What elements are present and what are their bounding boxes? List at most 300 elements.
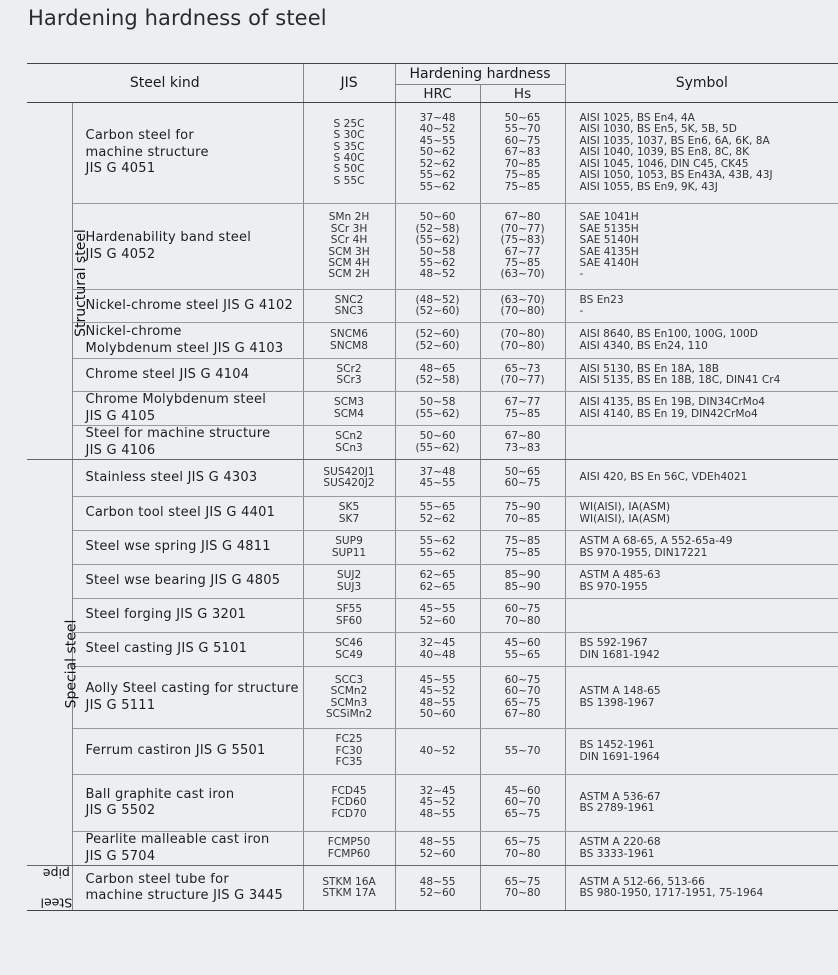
symbol-cell [565,204,838,290]
steel-kind-cell-line: JIS G 4051 [85,161,156,177]
symbol-cell-line: WI(AISI), IA(ASM) [579,512,671,525]
jis-cell [303,599,395,633]
category-steel-pipe [27,866,72,911]
hs-cell-line: 55~70 [504,744,541,757]
hrc-cell-line: 52~60 [419,887,456,899]
header-steel-kind: Steel kind [27,64,303,103]
steel-kind-cell [72,599,303,633]
table-row [27,599,838,633]
steel-kind-cell [72,290,303,323]
hs-cell [480,531,565,565]
hrc-cell-line: 48~55 [419,696,456,709]
hrc-cell-line: 50~58 [419,245,456,258]
table-row [27,729,838,775]
hs-cell-line: 70~80 [504,847,541,860]
table-row [27,497,838,531]
symbol-cell-line: BS 2789-1961 [579,802,655,814]
hs-cell-line: 65~75 [504,836,541,849]
hardness-table [27,63,838,911]
hs-cell-line: (63~70) [500,268,545,281]
steel-kind-cell-line: Steel wse spring JIS G 4811 [85,539,271,555]
symbol-cell [565,392,838,426]
hrc-cell-line: 40~52 [419,123,456,136]
table-row [27,359,838,392]
symbol-cell-line: BS 3333-1961 [579,847,655,860]
hrc-cell [395,204,480,290]
table-row [27,667,838,729]
table-row [27,426,838,460]
hrc-cell [395,866,480,911]
steel-kind-cell-line: machine structure JIS G 3445 [85,888,283,903]
hs-cell-line: 60~75 [504,603,541,616]
hrc-cell-line: (52~58) [415,222,460,235]
hs-cell-line: 67~80 [504,430,541,443]
jis-cell-line: SCM3 [334,396,365,409]
symbol-cell [565,460,838,497]
jis-cell-line: S 35C [333,140,365,153]
category-special-steel [27,460,80,866]
jis-cell [303,204,395,290]
table-row [27,460,838,497]
symbol-cell [565,497,838,531]
hrc-cell-line: 37~48 [419,465,456,478]
hrc-cell-line: 55~62 [419,180,456,193]
hrc-cell-line: 45~52 [419,796,456,809]
hs-cell [480,565,565,599]
steel-kind-cell-line: Nickel-chrome steel JIS G 4102 [85,297,293,313]
hs-cell-line: 67~77 [504,396,541,409]
jis-cell-line: SNCM8 [330,339,368,352]
jis-cell [303,359,395,392]
hrc-cell-line: 40~48 [419,648,456,661]
symbol-cell [565,775,838,832]
jis-cell-line: SUP11 [331,546,367,559]
hrc-cell [395,392,480,426]
hs-cell [480,460,565,497]
header-hrc: HRC [395,85,480,103]
hrc-cell-line: 50~60 [419,211,456,224]
hrc-cell-line: 50~60 [419,430,456,443]
table-row [27,866,838,911]
jis-cell-line: SCMn2 [330,685,368,698]
steel-kind-cell-line: Aolly Steel casting for structure [85,681,299,697]
steel-kind-cell [72,565,303,599]
hs-cell-line: 70~85 [504,157,541,170]
jis-cell-line: S 30C [333,129,365,142]
symbol-cell-line: ASTM A 220-68 [579,836,661,849]
hs-cell-line: 67~77 [504,245,541,258]
hs-cell-line: 65~73 [504,362,541,375]
jis-cell [303,426,395,460]
hs-cell-line: (63~70) [500,293,545,306]
jis-cell-line: SNC3 [334,305,364,317]
hs-cell-line: 70~80 [504,887,541,899]
hs-cell [480,832,565,866]
symbol-cell-line: BS 970-1955 [579,580,648,593]
hs-cell [480,497,565,531]
steel-kind-cell-line: Steel wse bearing JIS G 4805 [85,573,281,589]
jis-cell-line: SCr2 [336,362,362,375]
hs-cell [480,866,565,911]
hs-cell-line: 45~60 [504,637,541,650]
hrc-cell-line: 37~48 [419,112,456,125]
hs-cell [480,775,565,832]
jis-cell [303,392,395,426]
hrc-cell-line: 45~55 [419,477,456,489]
hs-cell-line: 65~75 [504,696,541,709]
hrc-cell-line: 52~60 [419,614,456,627]
jis-cell-line: SC46 [335,637,363,650]
steel-kind-cell [72,426,303,460]
jis-cell-line: FCMP50 [327,836,371,849]
steel-kind-cell-line: Molybdenum steel JIS G 4103 [85,340,284,356]
jis-cell-line: SUS420J2 [323,477,375,489]
hs-cell-line: (70~77) [500,374,545,386]
hrc-cell-line: 55~65 [419,501,456,514]
symbol-cell-line: AISI 1040, 1039, BS En8, 8C, 8K [579,146,750,159]
category-steel-pipe-label [40,860,73,919]
symbol-cell-line: AISI 1045, 1046, DIN C45, CK45 [579,157,749,170]
symbol-cell [565,667,838,729]
hs-cell-line: 55~65 [504,648,541,661]
table-row [27,775,838,832]
category-structural-steel [27,103,89,460]
symbol-cell [565,633,838,667]
hs-cell-line: 67~80 [504,211,541,224]
steel-kind-cell-line: Steel for machine structure [85,426,271,442]
hs-cell [480,290,565,323]
steel-kind-cell-line: Carbon steel tube for [85,871,229,887]
hs-cell-line: 60~75 [504,673,541,686]
jis-cell-line: SCr 4H [330,234,368,247]
hrc-cell-line: 45~55 [419,673,456,686]
symbol-cell [565,290,838,323]
steel-kind-cell-line: JIS G 5704 [85,848,156,864]
hrc-cell-line: 52~62 [419,157,456,170]
steel-kind-cell [72,359,303,392]
jis-cell-line: SUP9 [335,535,363,548]
hs-cell-line: 85~90 [504,569,541,582]
hrc-cell-line: (52~58) [415,374,460,386]
steel-kind-cell-line: JIS G 4106 [85,442,156,458]
hs-cell [480,599,565,633]
hrc-cell [395,633,480,667]
symbol-cell-line: BS 970-1955, DIN17221 [579,546,708,559]
hrc-cell-line: 48~52 [419,268,456,281]
jis-cell [303,775,395,832]
hs-cell [480,323,565,359]
steel-kind-cell [72,832,303,866]
symbol-cell-line: ASTM A 148-65 [579,685,661,698]
symbol-cell-line: BS 1452-1961 [579,739,655,752]
table-row [27,290,838,323]
jis-cell [303,497,395,531]
hrc-cell-line: 55~62 [419,546,456,559]
steel-kind-cell-line: JIS G 5502 [85,803,156,818]
hs-cell [480,729,565,775]
symbol-cell-line: SAE 4140H [579,256,639,269]
hs-cell-line: 75~85 [504,546,541,559]
symbol-cell-line: SAE 1041H [579,211,639,224]
symbol-cell [565,599,838,633]
hs-cell [480,359,565,392]
steel-kind-cell [72,204,303,290]
jis-cell-line: FCD45 [331,784,367,797]
hrc-cell [395,832,480,866]
hrc-cell-line: 48~55 [419,875,456,888]
jis-cell [303,667,395,729]
hs-cell-line: 70~80 [504,614,541,627]
jis-cell-line: SCC3 [334,673,364,686]
symbol-cell-line: AISI 1035, 1037, BS En6, 6A, 6K, 8A [579,134,770,147]
hs-cell [480,667,565,729]
steel-kind-cell-line: Carbon steel for [85,128,194,144]
hs-cell [480,392,565,426]
hrc-cell-line: (52~60) [415,339,460,352]
hrc-cell-line: 55~62 [419,535,456,548]
jis-cell-line: FC25 [335,733,363,746]
steel-kind-cell-line: Pearlite malleable cast iron [85,832,270,848]
symbol-cell [565,426,838,460]
hs-cell-line: 65~75 [504,807,541,820]
symbol-cell-line: SAE 4135H [579,245,639,258]
steel-kind-cell-line: JIS G 4052 [85,246,156,262]
jis-cell-line: S 50C [333,163,365,176]
symbol-cell-line: ASTM A 536-67 [579,790,661,803]
jis-cell-line: SCM 3H [328,245,370,258]
hs-cell-line: (70~80) [500,339,545,352]
symbol-cell-line: ASTM A 512-66, 513-66 [579,875,705,888]
steel-kind-cell [72,460,303,497]
hs-cell-line: 73~83 [504,441,541,454]
steel-kind-cell [72,775,303,832]
hs-cell [480,426,565,460]
jis-cell-line: SCn3 [335,441,363,454]
jis-cell-line: S 40C [333,152,365,164]
jis-cell-line: SCn2 [335,430,363,443]
hrc-cell-line: 52~60 [419,847,456,860]
jis-cell [303,866,395,911]
jis-cell [303,531,395,565]
hs-cell-line: 45~60 [504,784,541,797]
hs-cell-line: (75~83) [500,234,545,247]
hrc-cell-line: 45~52 [419,685,456,698]
jis-cell [303,729,395,775]
header-jis: JIS [303,64,395,103]
hs-cell-line: 75~85 [504,180,541,193]
hrc-cell [395,323,480,359]
symbol-cell [565,531,838,565]
jis-cell [303,565,395,599]
hs-cell-line: 60~70 [504,685,541,698]
symbol-cell-line: AISI 1025, BS En4, 4A [579,112,695,125]
jis-cell-line: SUJ2 [336,569,362,582]
symbol-cell-line: DIN 1681-1942 [579,648,660,661]
hs-cell-line: 75~85 [504,169,541,182]
symbol-cell-line: - [579,268,584,281]
jis-cell-line: FCD60 [331,796,367,809]
hrc-cell-line: 62~65 [419,580,456,593]
symbol-cell [565,103,838,204]
symbol-cell-line: AISI 5130, BS En 18A, 18B [579,362,719,375]
steel-kind-cell [72,323,303,359]
symbol-cell-line: ASTM A 68-65, A 552-65a-49 [579,535,733,548]
hrc-cell-line: 48~55 [419,836,456,849]
table-row [27,103,838,204]
steel-kind-cell [72,392,303,426]
table-row [27,204,838,290]
hs-cell-line: 60~75 [504,134,541,147]
hs-cell-line: 85~90 [504,580,541,593]
table-row [27,323,838,359]
hrc-cell-line: 32~45 [419,784,456,797]
hrc-cell [395,103,480,204]
category-special-steel-label: Special steel [63,619,80,709]
hrc-cell-line: 48~55 [419,807,456,820]
symbol-cell-line: WI(AISI), IA(ASM) [579,501,671,514]
jis-cell-line: SCSiMn2 [325,707,373,720]
symbol-cell [565,565,838,599]
table-row [27,633,838,667]
symbol-cell-line: AISI 8640, BS En100, 100G, 100D [579,328,758,341]
jis-cell [303,103,395,204]
table-row [27,531,838,565]
hrc-cell [395,775,480,832]
symbol-cell-line: SAE 5140H [579,234,639,247]
jis-cell-line: SCM 2H [328,268,370,281]
hrc-cell-line: 45~55 [419,134,456,147]
hrc-cell-line: 52~62 [419,512,456,525]
steel-kind-cell-line: Stainless steel JIS G 4303 [85,469,258,485]
jis-cell-line: FCMP60 [327,847,371,860]
header-hs: Hs [480,85,565,103]
symbol-cell [565,866,838,911]
hs-cell [480,633,565,667]
steel-kind-cell-line: Nickel-chrome [85,324,182,340]
steel-kind-cell [72,729,303,775]
category-steel-pipe-line2: pipe [42,865,70,881]
hs-cell-line: (70~80) [500,328,545,341]
symbol-cell-line: BS En23 [579,293,624,306]
jis-cell-line: SC49 [335,648,363,661]
steel-kind-cell-line: Steel forging JIS G 3201 [85,607,247,623]
jis-cell-line: SCr3 [336,374,362,386]
hrc-cell-line: 40~52 [419,744,456,757]
jis-cell-line: SF60 [335,614,363,627]
steel-kind-cell [72,633,303,667]
hs-cell-line: 75~85 [504,256,541,269]
hrc-cell [395,729,480,775]
symbol-cell-line: BS 592-1967 [579,637,648,650]
jis-cell-line: SUS420J1 [323,465,375,478]
jis-cell-line: SCMn3 [330,696,368,709]
symbol-cell-line: AISI 4140, BS En 19, DIN42CrMo4 [579,407,758,420]
steel-kind-cell-line: JIS G 5111 [85,697,156,713]
hrc-cell [395,426,480,460]
hrc-cell-line: 45~55 [419,603,456,616]
jis-cell-line: SNC2 [334,293,364,306]
jis-cell-line: SNCM6 [330,328,368,341]
table-row [27,392,838,426]
steel-kind-cell [72,531,303,565]
hrc-cell-line: 50~60 [419,707,456,720]
steel-kind-cell [72,667,303,729]
jis-cell-line: FCD70 [331,807,367,820]
steel-kind-cell-line: Carbon tool steel JIS G 4401 [85,505,276,521]
symbol-cell-line: AISI 4340, BS En24, 110 [579,339,708,352]
hrc-cell-line: (52~60) [415,328,460,341]
jis-cell [303,290,395,323]
hrc-cell-line: 55~62 [419,169,456,182]
jis-cell-line: SCM 4H [328,256,370,269]
table-row [27,565,838,599]
steel-kind-cell-line: Chrome steel JIS G 4104 [85,366,250,382]
steel-kind-cell-line: JIS G 4105 [85,408,156,424]
hs-cell-line: 60~70 [504,796,541,809]
steel-kind-cell [72,103,303,204]
steel-kind-cell-line: Hardenability band steel [85,230,252,246]
hrc-cell [395,359,480,392]
symbol-cell-line: SAE 5135H [579,222,639,235]
hrc-cell [395,599,480,633]
hs-cell-line: 70~85 [504,512,541,525]
jis-cell-line: SMn 2H [328,211,370,224]
steel-kind-cell [72,866,303,911]
hrc-cell-line: (52~60) [415,305,460,317]
symbol-cell-line: BS 1398-1967 [579,696,655,709]
symbol-cell-line: AISI 420, BS En 56C, VDEh4021 [579,471,748,484]
steel-kind-cell-line: Steel casting JIS G 5101 [85,641,248,657]
hrc-cell [395,290,480,323]
symbol-cell-line: ASTM A 485-63 [579,569,661,582]
hs-cell-line: 65~75 [504,875,541,888]
steel-kind-cell-line: machine structure [85,144,209,160]
jis-cell-line: SK5 [338,501,360,514]
symbol-cell [565,832,838,866]
table-row [27,832,838,866]
hrc-cell-line: 50~62 [419,146,456,159]
hs-cell-line: (70~77) [500,222,545,235]
hs-cell-line: 75~85 [504,535,541,548]
symbol-cell [565,359,838,392]
hs-cell [480,204,565,290]
hrc-cell-line: (55~62) [415,407,460,420]
hrc-cell [395,531,480,565]
hrc-cell-line: (48~52) [415,293,460,306]
symbol-cell-line: AISI 1050, 1053, BS En43A, 43B, 43J [579,169,773,182]
jis-cell-line: SCr 3H [330,222,368,235]
jis-cell [303,832,395,866]
jis-cell [303,323,395,359]
hrc-cell-line: 50~58 [419,396,456,409]
page-title: Hardening hardness of steel [28,6,327,30]
category-structural-steel-label: Structural steel [72,228,89,337]
category-steel-pipe-line1: Steel [40,895,73,911]
jis-cell [303,460,395,497]
jis-cell-line: SK7 [338,512,360,525]
steel-kind-cell-line: Ball graphite cast iron [85,786,235,802]
header-symbol: Symbol [565,64,838,103]
symbol-cell [565,323,838,359]
jis-cell-line: SUJ3 [336,580,362,593]
hs-cell-line: 75~85 [504,407,541,420]
jis-cell-line: S 55C [333,174,365,187]
hrc-cell-line: 62~65 [419,569,456,582]
hrc-cell [395,565,480,599]
steel-kind-cell-line: Chrome Molybdenum steel [85,392,267,408]
jis-cell-line: FC35 [335,756,363,769]
symbol-cell-line: AISI 1030, BS En5, 5K, 5B, 5D [579,123,737,136]
